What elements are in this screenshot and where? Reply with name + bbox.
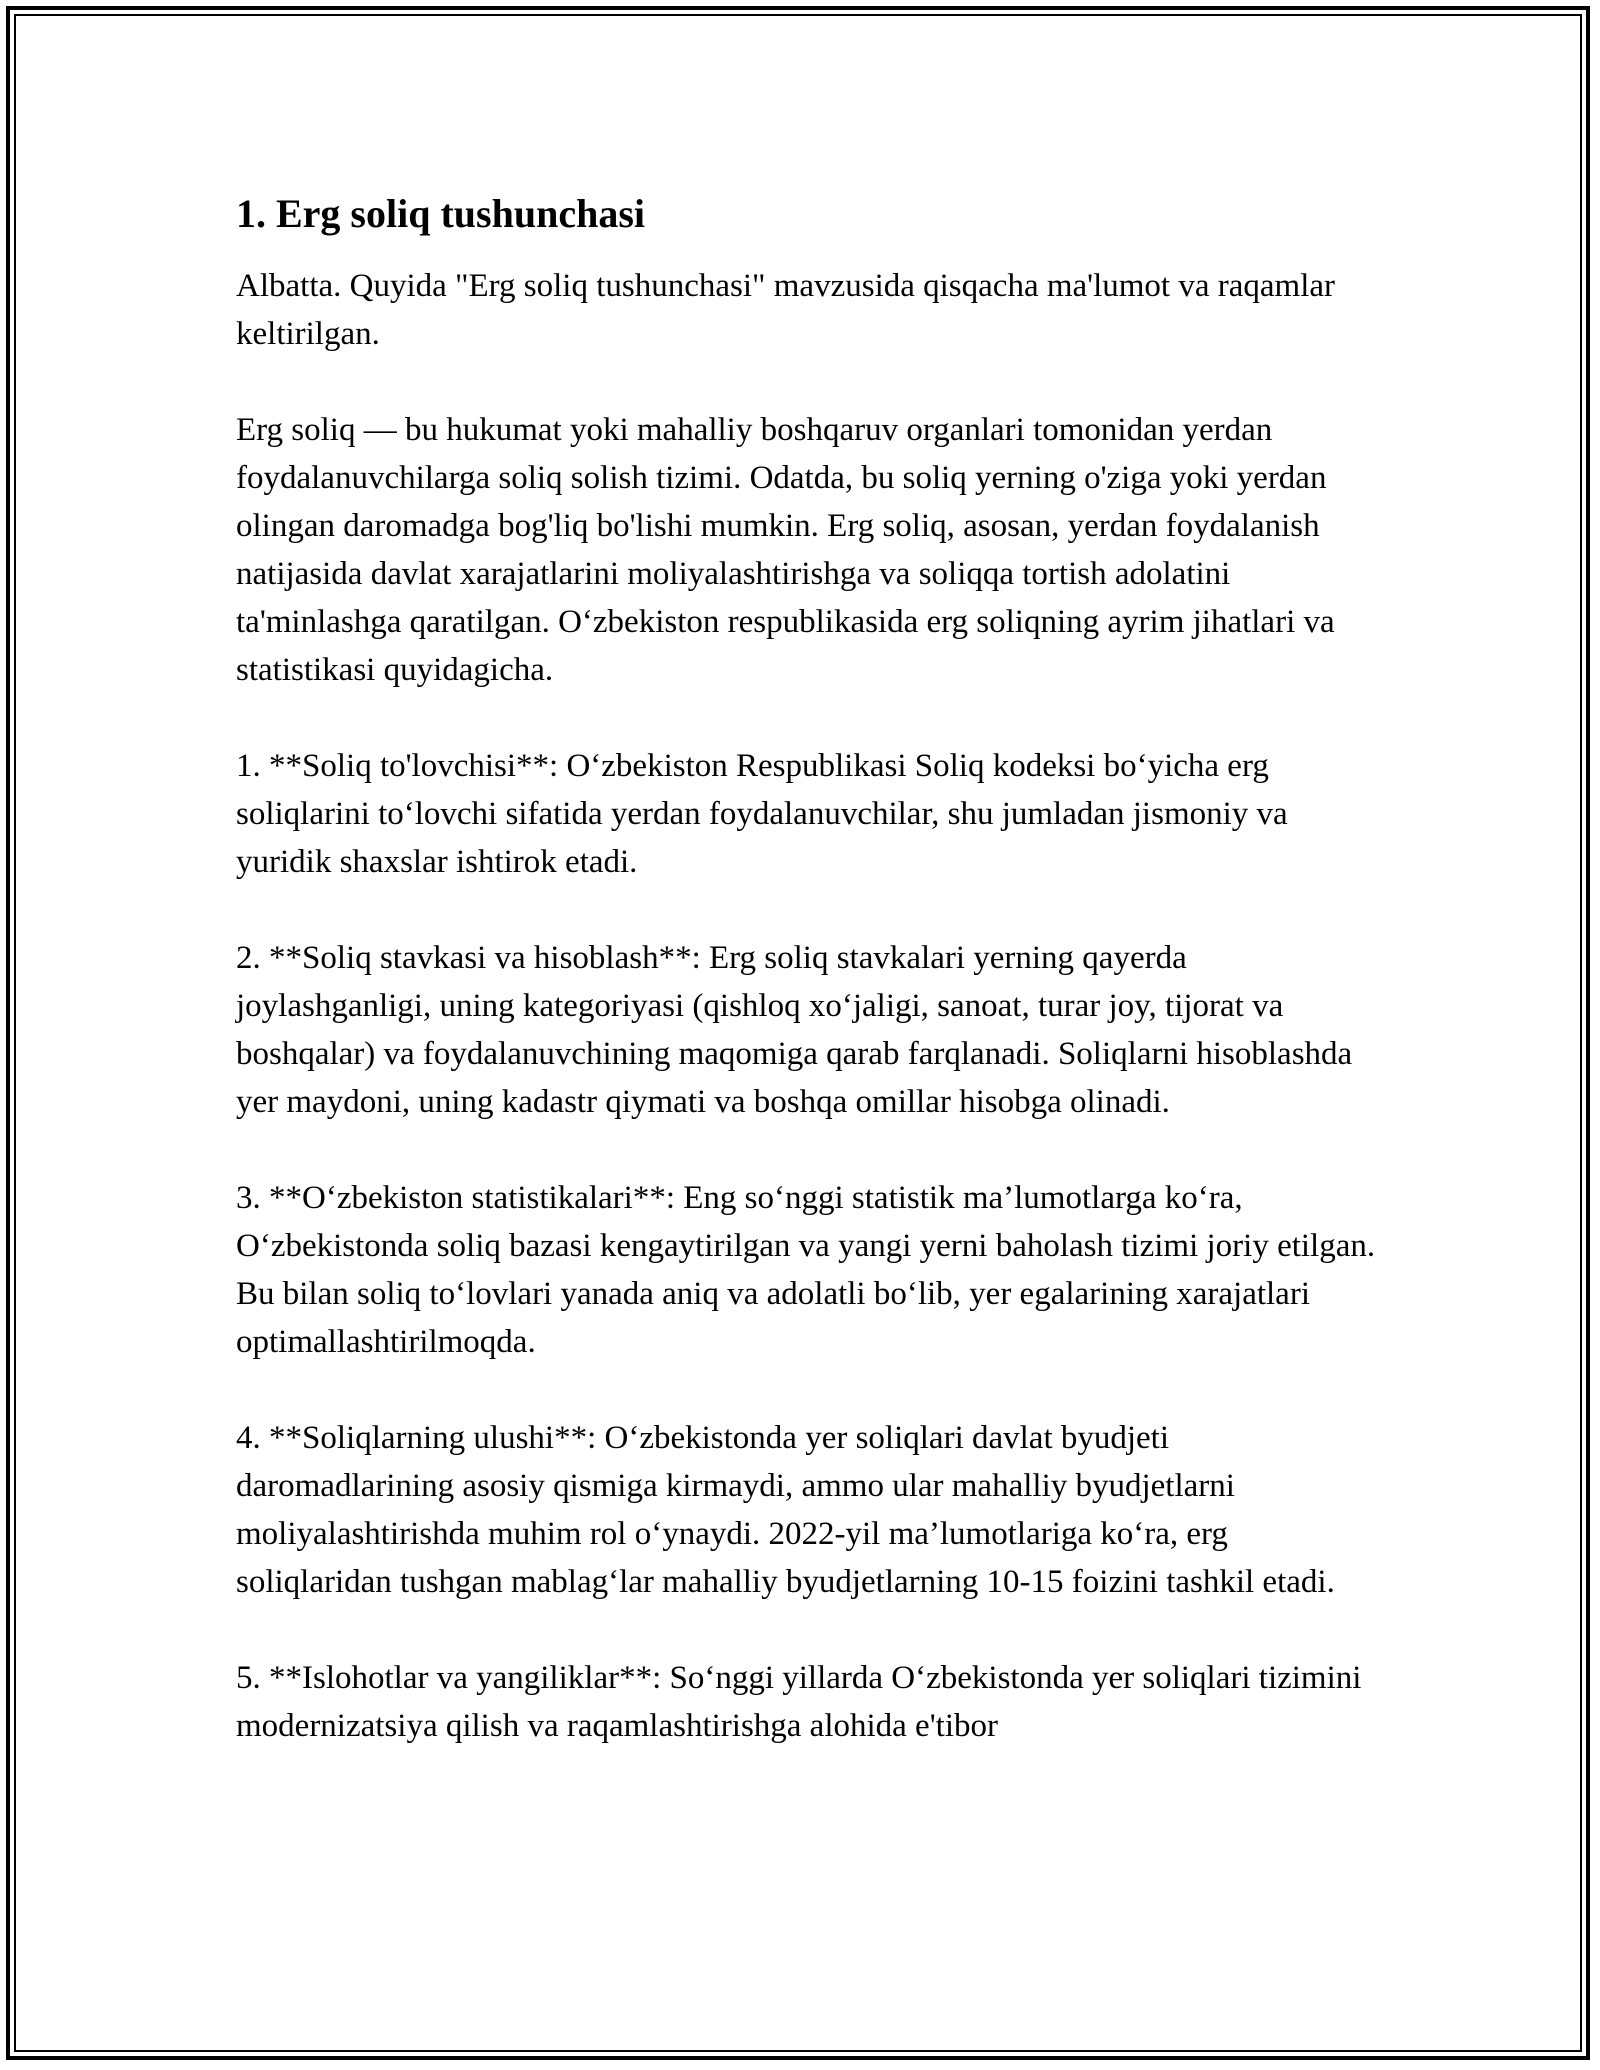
list-item-taxpayer: 1. **Soliq to'lovchisi**: O‘zbekiston Respublikasi Soliq kodeksi bo‘yicha erg soliqlarini to‘lovchi sifatida yerdan foydalanuvchilar, shu jumladan jismoniy va yuridik shaxslar ishtirok etadi. xyxy=(236,748,1288,880)
list-item-tax-share: 4. **Soliqlarning ulushi**: O‘zbekistonda yer soliqlari davlat byudjeti daromadlarining asosiy qismiga kirmaydi, ammo ular mahalliy byudjetlarni moliyalashtirishda muhim rol o‘ynaydi. 2022-yil ma’lumotlariga ko‘ra, erg soliqlaridan tushgan mablag‘lar mahalliy byudjetlarning 10-15 foizini tashkil etadi. xyxy=(236,1420,1335,1600)
list-item-reforms: 5. **Islohotlar va yangiliklar**: So‘nggi yillarda O‘zbekistonda yer soliqlari tizimini modernizatsiya qilish va raqamlashtirishga alohida e'tibor xyxy=(236,1660,1362,1744)
document-body xyxy=(236,186,1386,1750)
definition-paragraph: Erg soliq — bu hukumat yoki mahalliy boshqaruv organlari tomonidan yerdan foydalanuvchilarga soliq solish tizimi. Odatda, bu soliq yerning o'ziga yoki yerdan olingan daromadga bog'liq bo'lishi mumkin. Erg soliq, asosan, yerdan foydalanish natijasida davlat xarajatlarini moliyalashtirishga va soliqqa tortish adolatini ta'minlashga qaratilgan. O‘zbekiston respublikasida erg soliqning ayrim jihatlari va statistikasi quyidagicha. xyxy=(236,412,1335,688)
section-heading: 1. Erg soliq tushunchasi xyxy=(236,191,646,236)
list-item-statistics: 3. **O‘zbekiston statistikalari**: Eng so‘nggi statistik ma’lumotlarga ko‘ra, O‘zbekistonda soliq bazasi kengaytirilgan va yangi yerni baholash tizimi joriy etilgan. Bu bilan soliq to‘lovlari yanada aniq va adolatli bo‘lib, yer egalarining xarajatlari optimallashtirilmoqda. xyxy=(236,1180,1376,1360)
intro-paragraph: Albatta. Quyida "Erg soliq tushunchasi" mavzusida qisqacha ma'lumot va raqamlar keltirilgan. xyxy=(236,268,1336,352)
list-item-tax-rate: 2. **Soliq stavkasi va hisoblash**: Erg soliq stavkalari yerning qayerda joylashganligi, uning kategoriyasi (qishloq xo‘jaligi, sanoat, turar joy, tijorat va boshqalar) va foydalanuvchining maqomiga qarab farqlanadi. Soliqlarni hisoblashda yer maydoni, uning kadastr qiymati va boshqa omillar hisobga olinadi. xyxy=(236,940,1353,1120)
